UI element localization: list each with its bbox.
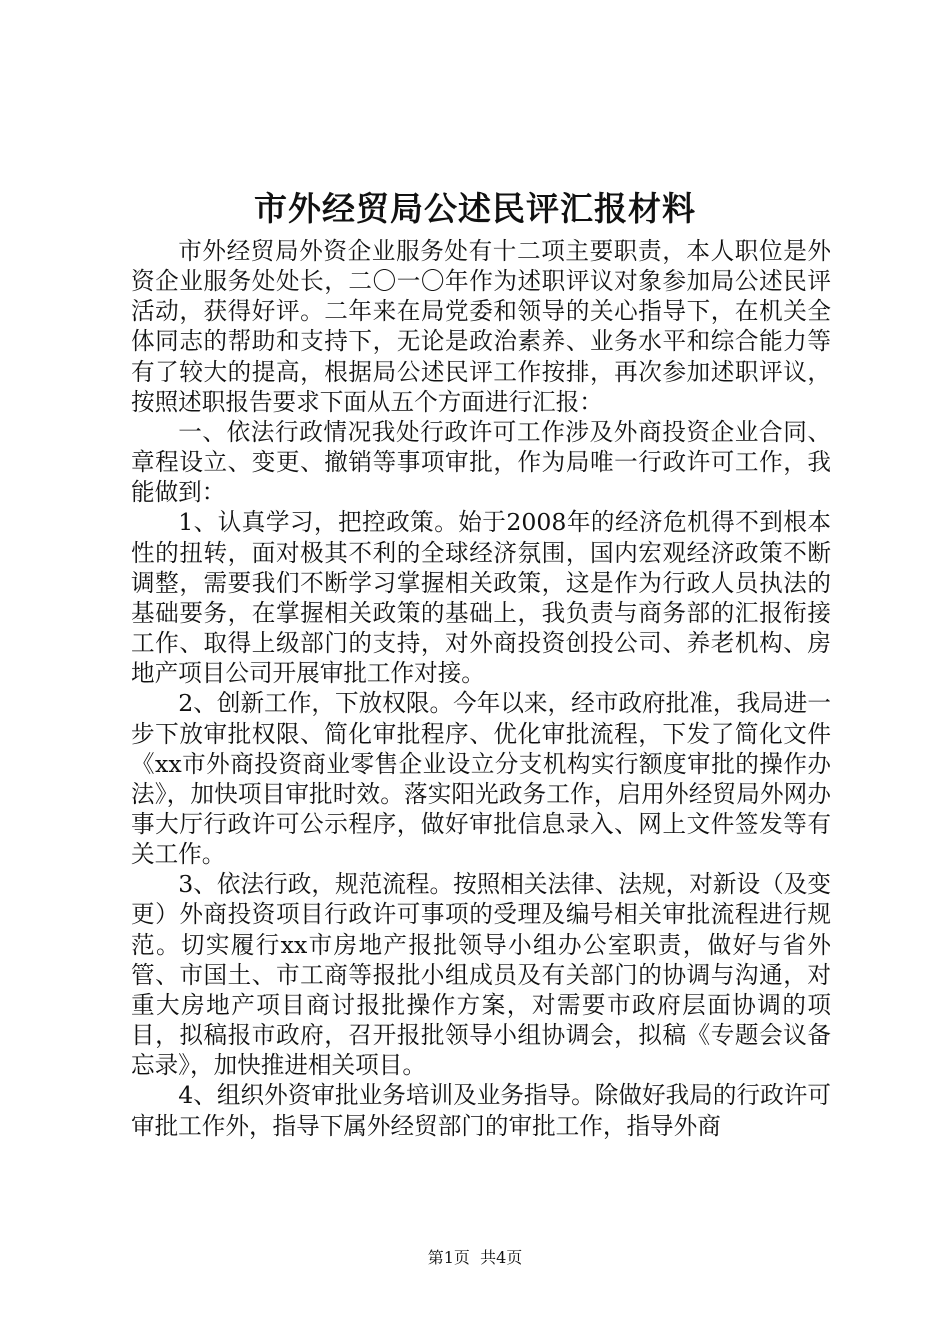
page-total: 共4页 [480, 1248, 523, 1267]
paragraph-item-4: 4、组织外资审批业务培训及业务指导。除做好我局的行政许可审批工作外，指导下属外经贸部门的审批工作，指导外商 [131, 1081, 831, 1140]
paragraph-intro: 市外经贸局外资企业服务处有十二项主要职责，本人职位是外资企业服务处处长，二〇一〇年作为述职评议对象参加局公述民评活动，获得好评。二年来在局党委和领导的关心指导下，在机关全体同志的帮助和支持下，无论是政治素养、业务水平和综合能力等有了较大的提高，根据局公述民评工作按排，再次参加述职评议，按照述职报告要求下面从五个方面进行汇报： [131, 237, 831, 416]
paragraph-section-1: 一、依法行政情况我处行政许可工作涉及外商投资企业合同、章程设立、变更、撤销等事项审批，作为局唯一行政许可工作，我能做到： [131, 417, 831, 507]
document-title: 市外经贸局公述民评汇报材料 [254, 189, 696, 228]
page-footer [0, 1247, 950, 1269]
page-number: 第1页 [427, 1248, 470, 1267]
footer-spacer [470, 1248, 480, 1267]
document-body [131, 236, 831, 1141]
paragraph-item-1: 1、认真学习，把控政策。始于2008年的经济危机得不到根本性的扭转，面对极其不利的全球经济氛围，国内宏观经济政策不断调整，需要我们不断学习掌握相关政策，这是作为行政人员执法的基础要务，在掌握相关政策的基础上，我负责与商务部的汇报衔接工作、取得上级部门的支持，对外商投资创投公司、养老机构、房地产项目公司开展审批工作对接。 [131, 508, 831, 688]
paragraph-item-3: 3、依法行政，规范流程。按照相关法律、法规，对新设（及变更）外商投资项目行政许可事项的受理及编号相关审批流程进行规范。切实履行xx市房地产报批领导小组办公室职责，做好与省外管、市国土、市工商等报批小组成员及有关部门的协调与沟通，对重大房地产项目商讨报批操作方案，对需要市政府层面协调的项目，拟稿报市政府，召开报批领导小组协调会，拟稿《专题会议备忘录》，加快推进相关项目。 [131, 870, 831, 1080]
paragraph-item-2: 2、创新工作，下放权限。今年以来，经市政府批准，我局进一步下放审批权限、简化审批程序、优化审批流程，下发了简化文件《xx市外商投资商业零售企业设立分支机构实行额度审批的操作办法》，加快项目审批时效。落实阳光政务工作，启用外经贸局外网办事大厅行政许可公示程序，做好审批信息录入、网上文件签发等有关工作。 [131, 689, 831, 869]
